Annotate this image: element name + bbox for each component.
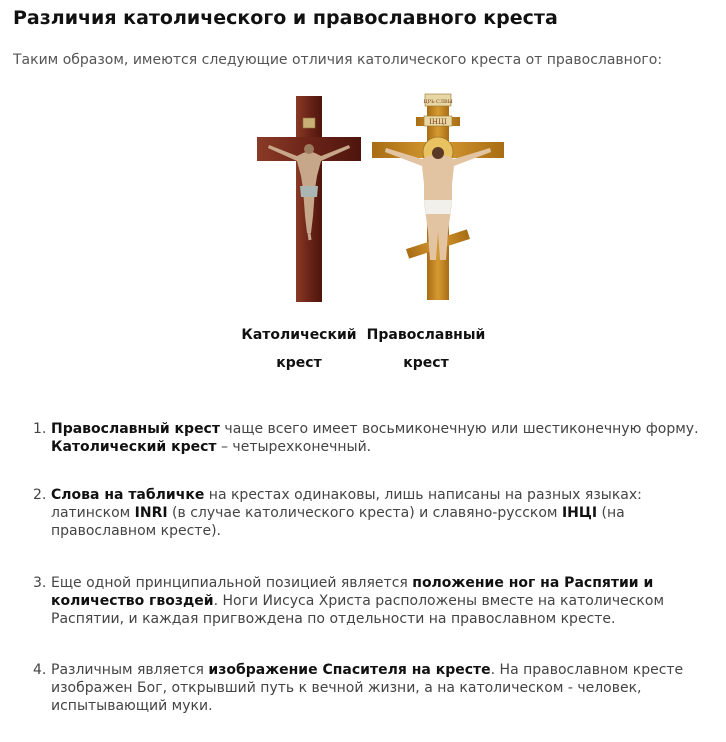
catholic-caption xyxy=(236,321,362,377)
list-item-bold: Католический крест xyxy=(51,439,217,455)
list-item-text: (на православном кресте). xyxy=(51,505,625,539)
list-item-number: 4. xyxy=(33,662,47,678)
list-item-text: (в случае католического креста) и славяно-русском xyxy=(167,505,562,521)
list-item-number: 2. xyxy=(33,487,47,503)
list-item-text: . Ноги Иисуса Христа расположены вместе на католическом Распятии, и каждая пригвождена по отдельности на православном кресте. xyxy=(51,593,664,627)
catholic-cross-image xyxy=(257,96,361,302)
orthodox-cross-image xyxy=(372,92,504,302)
list-item-text: Различным является xyxy=(51,662,209,678)
list-item-bold: положение ног на Распятии и количество гвоздей xyxy=(51,575,654,609)
list-item-number: 3. xyxy=(33,575,47,591)
orthodox-title-plaque-text: IНЦI xyxy=(429,118,447,126)
catholic-caption-line1: Католический xyxy=(241,327,357,343)
orthodox-caption-line2: крест xyxy=(403,355,449,371)
list-item-text: чаще всего имеет восьмиконечную или шестиконечную форму. xyxy=(219,421,699,437)
orthodox-caption xyxy=(363,321,489,377)
list-item-bold: IНЦI xyxy=(561,505,598,521)
cross-images xyxy=(0,92,726,302)
catholic-caption-line2: крест xyxy=(276,355,322,371)
page-title: Различия католического и православного креста xyxy=(13,7,558,29)
list-item-bold: изображение Спасителя на кресте xyxy=(208,662,491,678)
list-item-bold: Слова на табличке xyxy=(51,487,205,503)
list-item-bold: Православный крест xyxy=(51,421,220,437)
list-item xyxy=(33,661,726,715)
orthodox-caption-line1: Православный xyxy=(366,327,486,343)
list-item xyxy=(33,420,726,456)
differences-list xyxy=(0,420,726,715)
list-item-text: на крестах одинаковы, лишь написаны на разных языках: латинском xyxy=(51,487,642,521)
list-item-text: – четырехконечный. xyxy=(216,439,372,455)
list-item xyxy=(33,486,726,540)
list-item-bold: INRI xyxy=(134,505,168,521)
orthodox-top-plaque-text: ЦРЬ СЛВЫ xyxy=(423,99,453,105)
intro-text: Таким образом, имеются следующие отличия католического креста от православного: xyxy=(13,52,663,68)
list-item-number: 1. xyxy=(33,421,47,437)
list-item-text: Еще одной принципиальной позицией является xyxy=(51,575,413,591)
list-item xyxy=(33,574,726,628)
list-item-text: . На православном кресте изображен Бог, открывший путь к вечной жизни, а на католическом - человек, испытывающий муки. xyxy=(51,662,684,714)
